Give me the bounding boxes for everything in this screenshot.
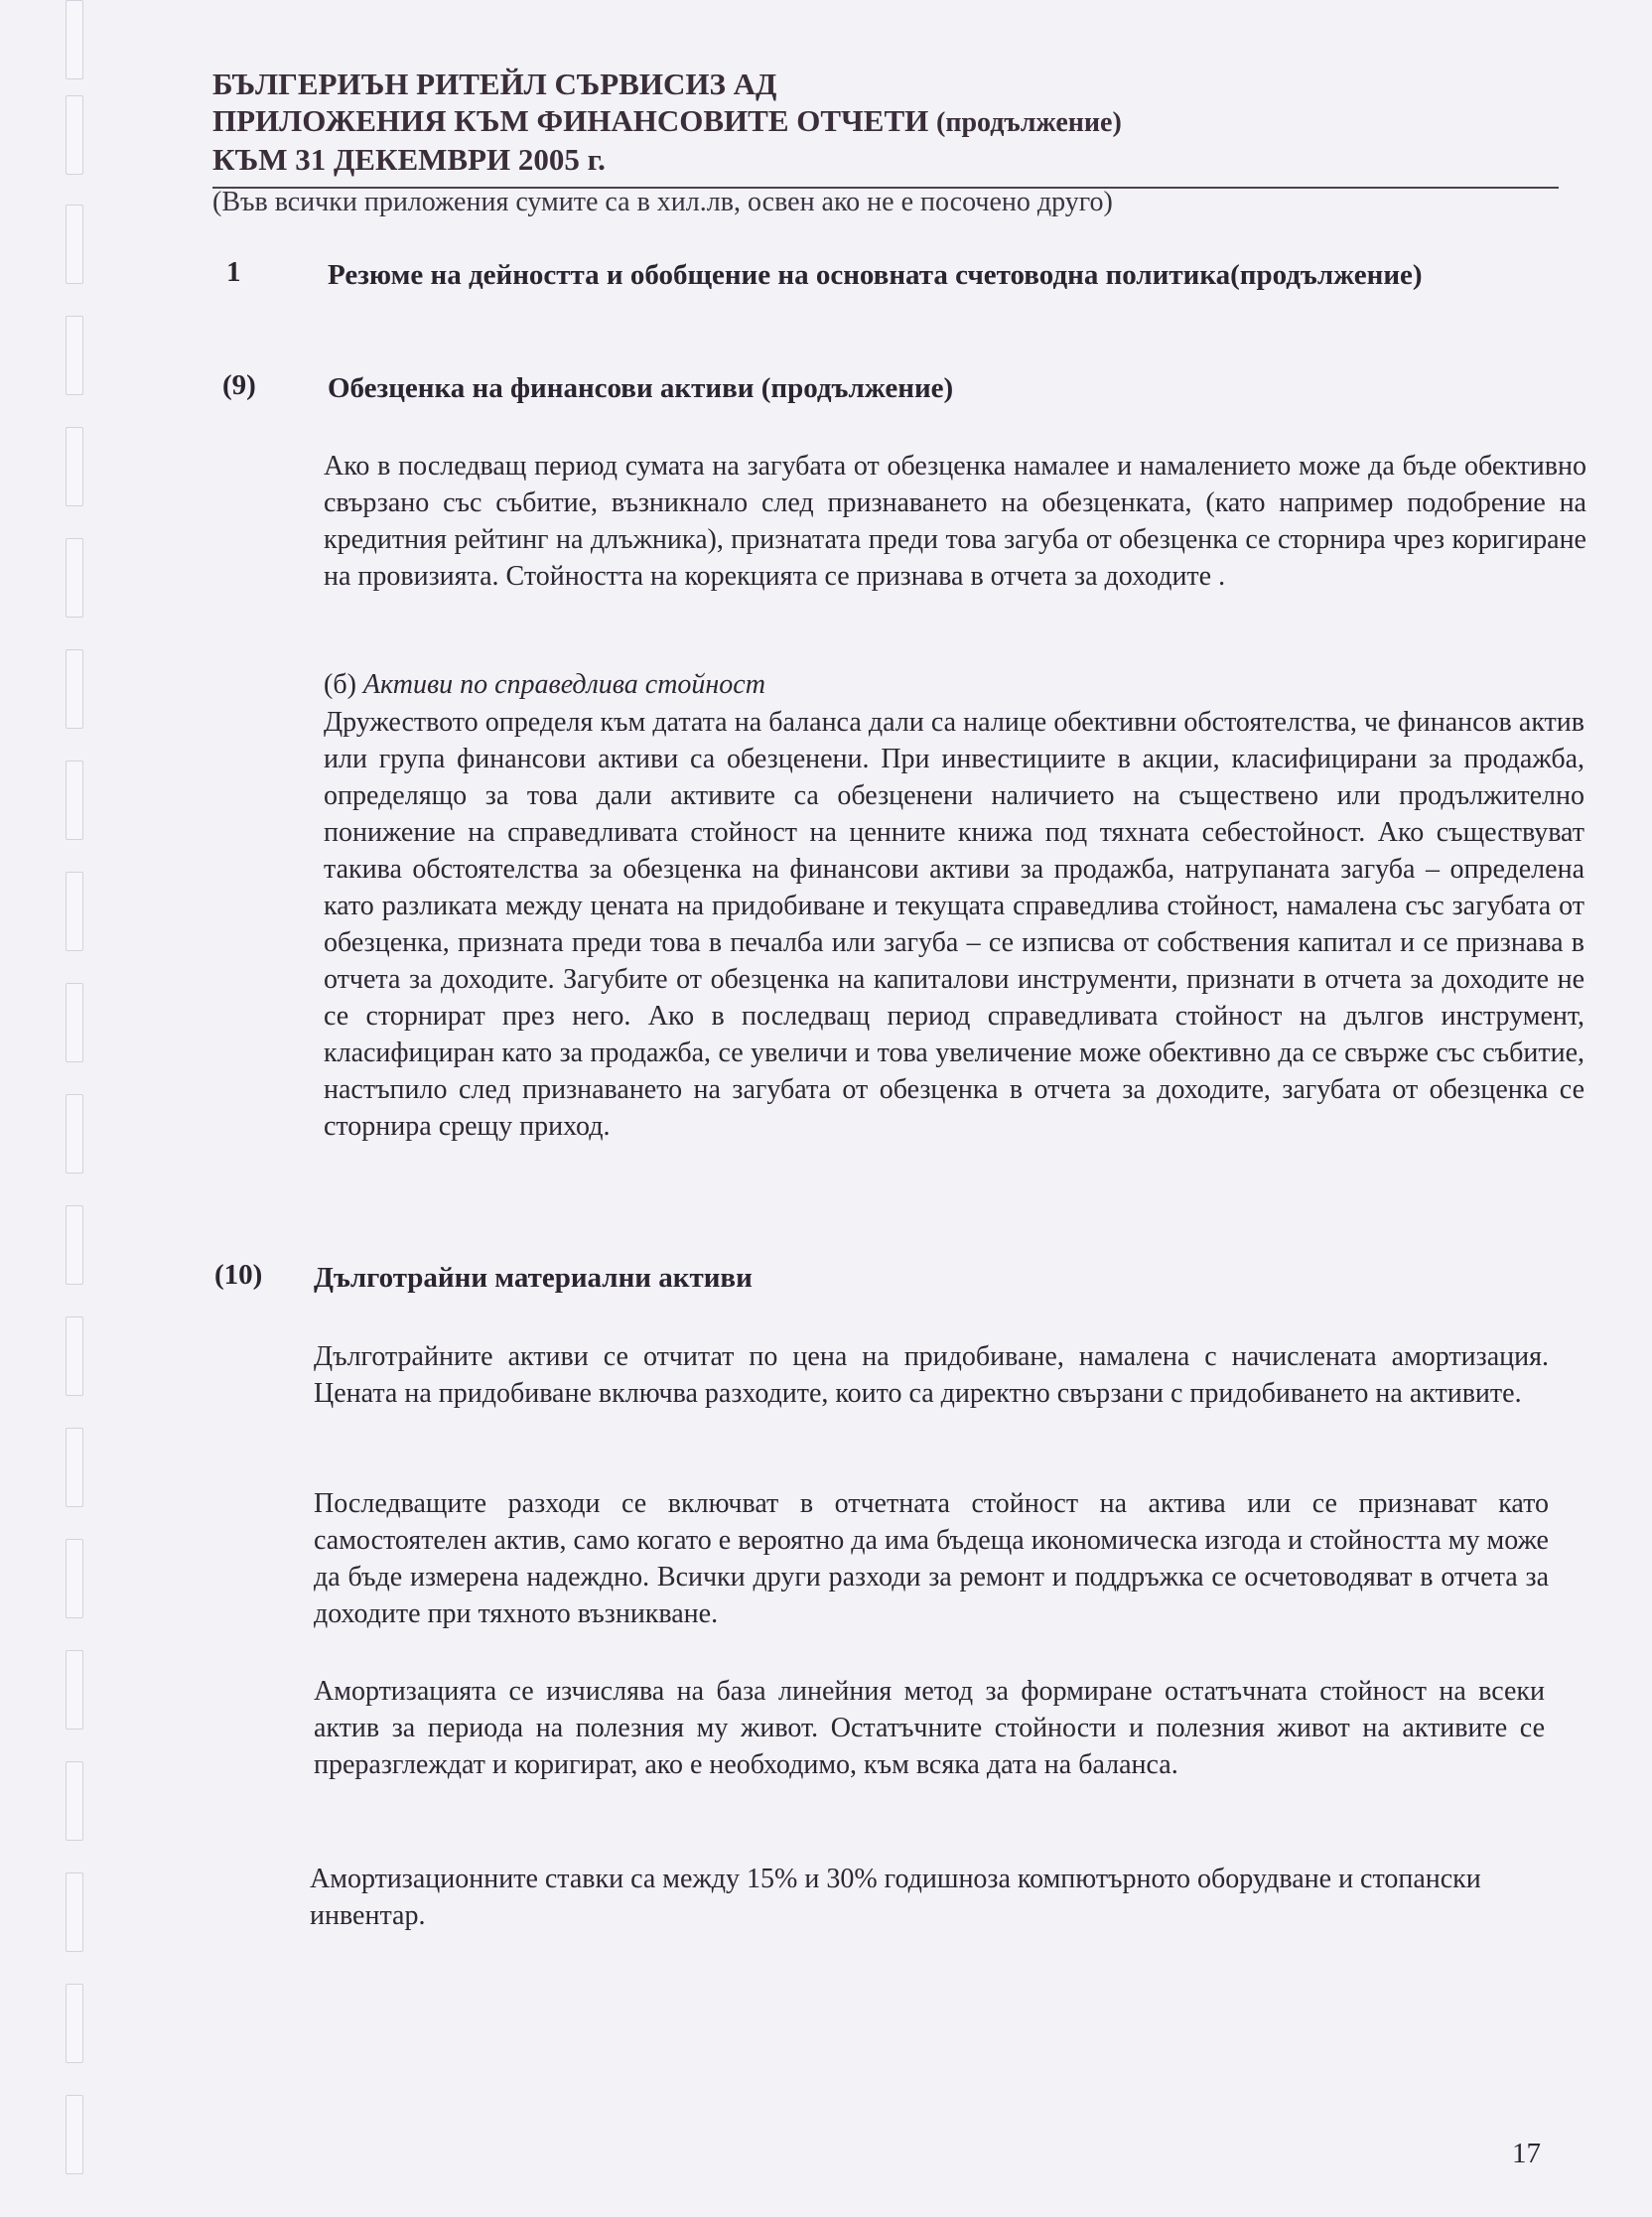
binder-hole: [66, 0, 83, 79]
binder-hole: [66, 872, 83, 951]
subheading-prefix: (б): [324, 669, 363, 700]
subheading-text: Активи по справедлива стойност: [362, 669, 765, 700]
binder-hole: [66, 95, 83, 175]
binder-hole: [66, 316, 83, 395]
subtitle-main: ПРИЛОЖЕНИЯ КЪМ ФИНАНСОВИТЕ ОТЧЕТИ: [212, 103, 929, 138]
paragraph: Амортизационните ставки са между 15% и 30% годишноза компютърното оборудване и стопански инвентар.: [310, 1864, 1481, 1931]
paragraph: Амортизацията се изчислява на база линейния метод за формиране остатъчната стойност на всеки актив за периода на полезния му живот. Остатъчните стойности и полезния живот на активите се преразглеждат и коригират, ако е необходимо, към всяка дата на баланса.: [314, 1676, 1545, 1780]
company-name: БЪЛГЕРИЪН РИТЕЙЛ СЪРВИСИЗ АД: [212, 67, 777, 101]
binder-hole: [66, 1984, 83, 2063]
binder-hole: [66, 1650, 83, 1730]
paragraph: Дълготрайните активи се отчитат по цена на придобиване, намалена с начислената амортизация. Цената на придобиване включва разходите, които са директно свързани с придобиването на активите.: [314, 1341, 1549, 1409]
section-number: 1: [226, 256, 241, 288]
binder-hole: [66, 983, 83, 1062]
binder-hole: [66, 761, 83, 840]
paragraph: Последващите разходи се включват в отчетната стойност на актива или се признават като самостоятелен актив, само когато е вероятно да има бъдеща икономическа изгода и стойността му може да бъде измерена надеждно. Всички други разходи за ремонт и поддръжка се осчетоводяват в отчета за доходите при тяхното възникване.: [314, 1488, 1549, 1629]
binder-hole: [66, 2095, 83, 2174]
page-number: 17: [1512, 2138, 1541, 2169]
section-title: Резюме на дейността и обобщение на основната счетоводна политика(продължение): [328, 259, 1423, 291]
binder-hole: [66, 205, 83, 284]
document-subtitle: [212, 102, 1559, 141]
subsection-number: (9): [222, 369, 256, 401]
subtitle-suffix: (продължение): [936, 107, 1122, 138]
amounts-note: (Във всички приложения сумите са в хил.лв, освен ако не е посочено друго): [212, 187, 1113, 217]
binder-hole: [66, 649, 83, 729]
subheading: [324, 666, 1586, 703]
binder-hole: [66, 1872, 83, 1952]
document-header: [212, 66, 1559, 178]
subsection-title: Дълготрайни материални активи: [314, 1262, 753, 1294]
subsection-title: Обезценка на финансови активи (продължение): [328, 372, 954, 404]
binder-margin: [62, 0, 87, 2217]
binder-hole: [66, 1761, 83, 1841]
binder-hole: [66, 427, 83, 506]
report-date: КЪМ 31 ДЕКЕМВРИ 2005 г.: [212, 142, 606, 177]
paragraph: Дружеството определя към датата на баланса дали са налице обективни обстоятелства, че финансов актив или група финансови активи са обезценени. При инвестициите в акции, класифицирани за продажба, определящо за това дали активите са обезценени наличието на съществено или продължително понижение на справедливата стойност на ценните книжа под тяхната себестойност. Ако съществуват такива обстоятелства за обезценка на финансови активи за продажба, натрупаната загуба – определена като разликата между цената на придобиване и текущата справедлива стойност, намалена със загубата от обезценка, призната преди това в печалба или загуба – се изписва от собствения капитал и се признава в отчета за доходите. Загубите от обезценка на капиталови инструменти, признати в отчета за доходите не се сторнират през него. Ако в последващ период справедливата стойност на дългов инструмент, класифициран като за продажба, се увеличи и това увеличение може обективно да се свърже със събитие, настъпило след признаването на загубата от обезценка в отчета за доходите, загубата от обезценка се сторнира срещу приход.: [324, 707, 1584, 1142]
binder-hole: [66, 538, 83, 618]
binder-hole: [66, 1539, 83, 1618]
binder-hole: [66, 1205, 83, 1285]
paragraph: Ако в последващ период сумата на загубата от обезценка намалее и намалението може да бъде обективно свързано със събитие, възникнало след признаването на обезценката, (като например подобрение на кредитния рейтинг на длъжника), признатата преди това загуба от обезценка се сторнира чрез коригиране на провизията. Стойността на корекцията се признава в отчета за доходите .: [324, 451, 1586, 592]
binder-hole: [66, 1316, 83, 1396]
subsection-number: (10): [214, 1259, 263, 1291]
binder-hole: [66, 1094, 83, 1174]
binder-hole: [66, 1428, 83, 1507]
